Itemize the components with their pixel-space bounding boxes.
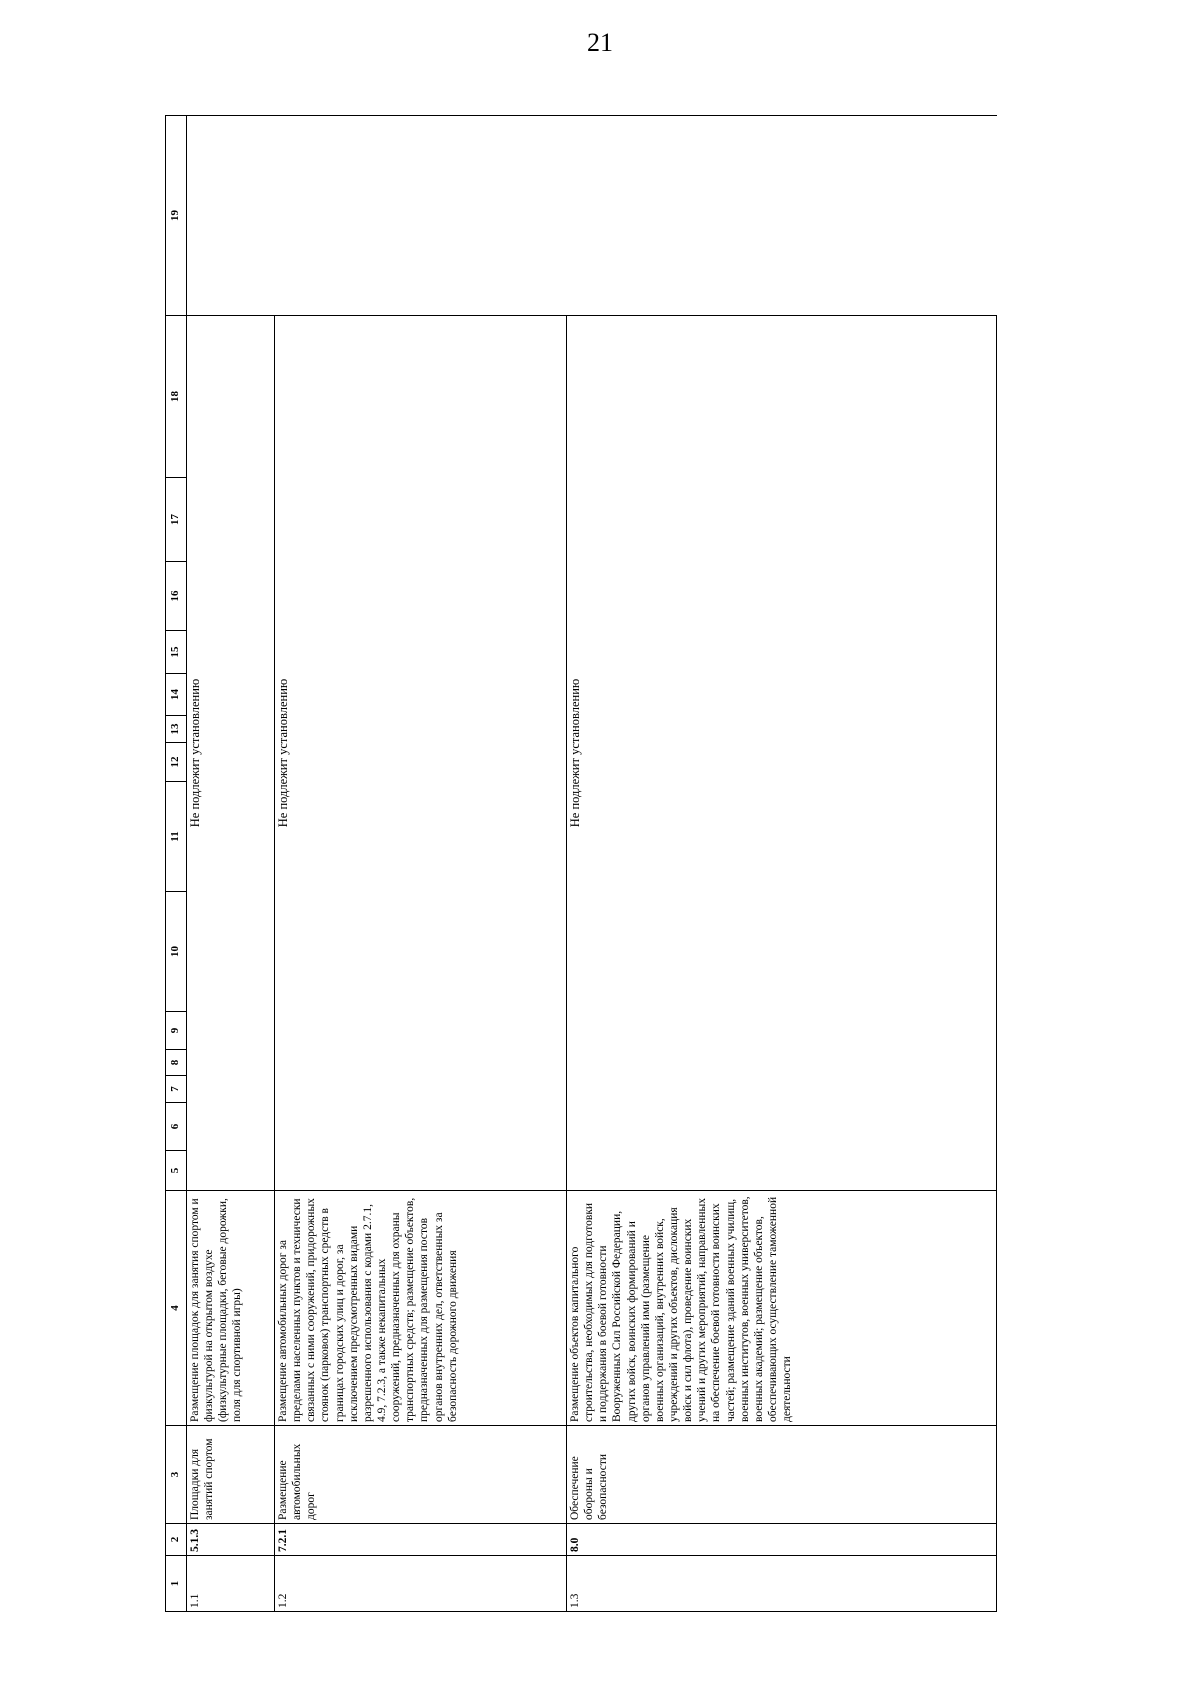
table-row bbox=[275, 116, 567, 1612]
header-cell: 7 bbox=[166, 1076, 187, 1103]
data-table bbox=[165, 115, 997, 1612]
rotated-table-wrapper bbox=[165, 116, 997, 1612]
row-number: 1.2 bbox=[275, 1556, 567, 1612]
row-number: 1.3 bbox=[567, 1556, 997, 1612]
header-cell: 15 bbox=[166, 631, 187, 674]
row-description: Размещение площадок для занятия спортом и физкультурой на открытом воздухе (физкультурные площадки, беговые дорожки, поля для спортивной игры) bbox=[187, 1191, 275, 1426]
row-note: Не подлежит установлению bbox=[567, 316, 997, 1191]
row-note: Не подлежит установлению bbox=[275, 316, 567, 1191]
row-number: 1.1 bbox=[187, 1556, 275, 1612]
row-note: Не подлежит установлению bbox=[187, 316, 275, 1191]
header-cell: 10 bbox=[166, 892, 187, 1012]
header-cell: 11 bbox=[166, 782, 187, 892]
header-cell: 13 bbox=[166, 716, 187, 743]
empty-cell-col19 bbox=[187, 116, 997, 316]
row-code: 5.1.3 bbox=[187, 1524, 275, 1556]
header-cell: 16 bbox=[166, 562, 187, 631]
row-code: 8.0 bbox=[567, 1524, 997, 1556]
row-description: Размещение автомобильных дорог за пределами населенных пунктов и технически связанных с ними сооружений, придорожных стоянок (парковок) транспортных средств в границах городских улиц и дорог, за исключением предусмотренных видами разрешенного использования с кодами 2.7.1, 4.9, 7.2.3, а также некапитальных сооружений, предназначенных для охраны транспортных средств; размещение объектов, предназначенных для размещения постов органов внутренних дел, ответственных за безопасность дорожного движения bbox=[275, 1191, 567, 1426]
header-cell: 6 bbox=[166, 1103, 187, 1151]
header-cell: 12 bbox=[166, 743, 187, 782]
row-description: Размещение объектов капитального строительства, необходимых для подготовки и поддержания в боевой готовности Вооруженных Сил Российской Федерации, других войск, воинских формирований и органов управлений ими (размещение военных организаций, внутренних войск, учреждений и других объектов, дислокация войск и сил флота), проведение воинских учений и других мероприятий, направленных на обеспечение боевой готовности воинских частей; размещение зданий военных училищ, военных институтов, военных университетов, военных академий; размещение объектов, обеспечивающих осуществление таможенной деятельности bbox=[567, 1191, 997, 1426]
header-cell: 17 bbox=[166, 478, 187, 562]
header-cell: 4 bbox=[166, 1191, 187, 1426]
table-row bbox=[567, 116, 997, 1612]
row-name: Обеспечение обороны и безопасности bbox=[567, 1426, 997, 1524]
row-name: Размещение автомобильных дорог bbox=[275, 1426, 567, 1524]
header-cell: 14 bbox=[166, 674, 187, 716]
header-cell: 8 bbox=[166, 1050, 187, 1076]
row-code: 7.2.1 bbox=[275, 1524, 567, 1556]
header-cell: 19 bbox=[166, 116, 187, 316]
header-row bbox=[166, 116, 187, 1612]
header-cell: 3 bbox=[166, 1426, 187, 1524]
header-cell: 5 bbox=[166, 1151, 187, 1191]
page-number: 21 bbox=[587, 28, 613, 57]
header-cell: 18 bbox=[166, 316, 187, 478]
header-cell: 9 bbox=[166, 1012, 187, 1050]
header-cell: 2 bbox=[166, 1524, 187, 1556]
row-name: Площадки для занятий спортом bbox=[187, 1426, 275, 1524]
table-row bbox=[187, 116, 275, 1612]
header-cell: 1 bbox=[166, 1556, 187, 1612]
